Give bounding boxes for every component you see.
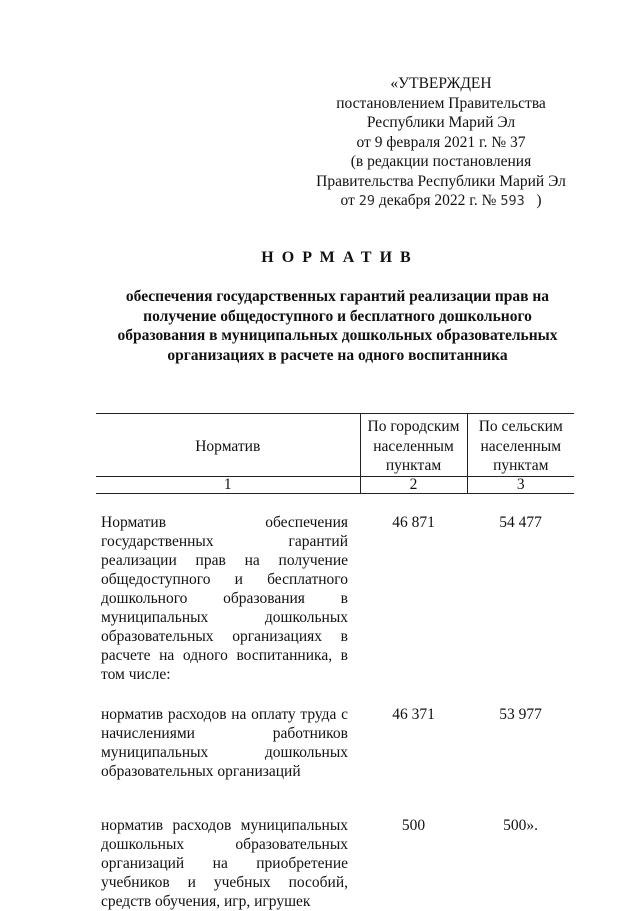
- approval-line: Правительства Республики Марий Эл: [316, 172, 566, 190]
- row-description: норматив расходов на оплату труда с начислениями работников муниципальных дошкольных образовательных организаций: [101, 705, 348, 780]
- table-row: [96, 812, 574, 911]
- approval-date-suffix: ): [524, 192, 542, 209]
- approval-stamp: [310, 74, 572, 212]
- approval-line: постановлением Правительства: [336, 94, 546, 112]
- approval-doc-number: 593: [500, 193, 525, 209]
- header-rural: По сельским населенным пунктам: [467, 414, 574, 477]
- norms-table: [96, 413, 574, 911]
- table-row: [96, 701, 574, 812]
- row-rural-value: 54 477: [499, 513, 542, 531]
- row-description: норматив расходов муниципальных дошкольных образовательных организаций на приобретение учебников и учебных пособий, средств обучения, игр, игрушек: [101, 816, 348, 910]
- approval-date-prefix: от: [340, 192, 359, 209]
- approval-line: Республики Марий Эл: [366, 114, 516, 131]
- header-urban: По городским населенным пунктам: [360, 414, 467, 477]
- row-rural-value: 500».: [503, 816, 538, 834]
- approval-line: от 9 февраля 2021 г. № 37: [356, 133, 526, 151]
- approval-heading: «УТВЕРЖДЕН: [390, 75, 492, 92]
- approval-date-mid: декабря 2022 г. №: [374, 192, 501, 209]
- table-header-row: [96, 414, 574, 477]
- row-description: Норматив обеспечения государственных гарантий реализации прав на получение общедоступного и бесплатного дошкольного образования в муниципальных дошкольных образовательных организациях в расчете на одного воспитанника, в том числе:: [101, 513, 348, 683]
- approval-date-day: 29: [358, 193, 375, 209]
- table-column-numbers-row: [96, 476, 574, 493]
- row-rural-value: 53 977: [499, 705, 542, 723]
- column-number: 3: [467, 476, 574, 493]
- approval-line: (в редакции постановления: [350, 153, 532, 170]
- document-title: НОРМАТИВ: [261, 249, 419, 266]
- approval-date-line: [310, 191, 572, 212]
- column-number: 1: [96, 476, 360, 493]
- table-row: [96, 493, 574, 701]
- document-subtitle: обеспечения государственных гарантий реализации прав на получение общедоступного и бесплатного дошкольного образования в муниципальных дошкольных образовательных организациях в расчете на одного воспитанника: [117, 288, 558, 364]
- norms-table-container: [96, 413, 574, 911]
- header-norm: Норматив: [96, 414, 360, 477]
- row-urban-value: 500: [401, 816, 426, 834]
- column-number: 2: [360, 476, 467, 493]
- row-urban-value: 46 371: [392, 705, 435, 723]
- row-urban-value: 46 871: [392, 513, 435, 531]
